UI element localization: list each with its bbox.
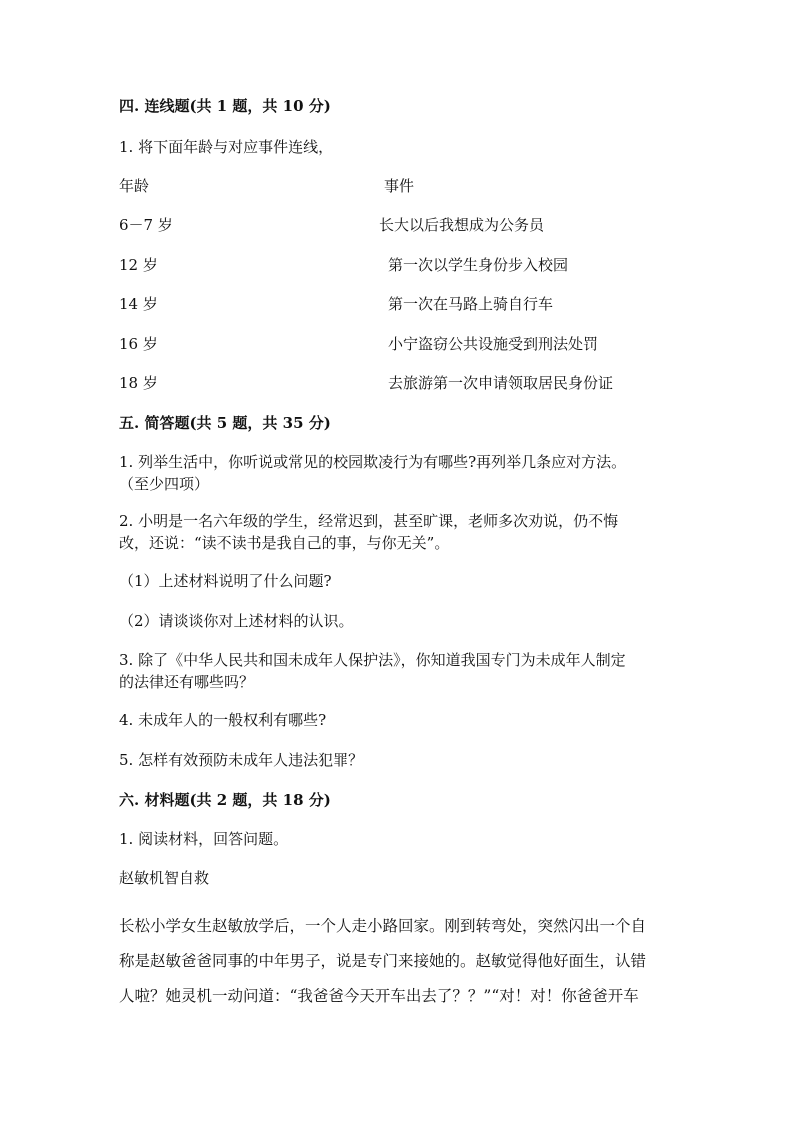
section-4-question-1: 1. 将下面年龄与对应事件连线， bbox=[119, 138, 334, 156]
section-5-question-2-sub-1: （1）上述材料说明了什么问题? bbox=[119, 572, 332, 590]
section-5-question-1-line-2: （至少四项） bbox=[119, 475, 210, 493]
story-line: 称是赵敏爸爸同事的中年男子，说是专门来接她的。赵敏觉得他好面生，认错 bbox=[119, 952, 647, 970]
age-item: 6－7 岁 bbox=[119, 216, 173, 234]
event-item: 去旅游第一次申请领取居民身份证 bbox=[388, 374, 614, 392]
section-6-title: 六. 材料题(共 2 题，共 18 分) bbox=[119, 791, 331, 809]
story-line: 人啦？她灵机一动问道：“我爸爸今天开车出去了？？”“对！对！你爸爸开车 bbox=[119, 987, 639, 1005]
section-5-question-4: 4. 未成年人的一般权利有哪些? bbox=[119, 711, 327, 729]
age-item: 12 岁 bbox=[119, 256, 158, 274]
section-5-question-5: 5. 怎样有效预防未成年人违法犯罪？ bbox=[119, 751, 364, 769]
section-5-question-2-line-1: 2. 小明是一名六年级的学生，经常迟到，甚至旷课，老师多次劝说，仍不悔 bbox=[119, 512, 619, 530]
section-5-question-2-line-2: 改，还说：“读不读书是我自己的事，与你无关”。 bbox=[119, 534, 450, 552]
section-5-question-2-sub-2: （2）请谈谈你对上述材料的认识。 bbox=[119, 612, 354, 630]
event-item: 长大以后我想成为公务员 bbox=[379, 216, 545, 234]
age-item: 14 岁 bbox=[119, 295, 158, 313]
column-header-event: 事件 bbox=[384, 177, 415, 195]
age-item: 16 岁 bbox=[119, 335, 158, 353]
section-5-question-3-line-2: 的法律还有哪些吗？ bbox=[119, 673, 255, 691]
story-line: 长松小学女生赵敏放学后，一个人走小路回家。刚到转弯处，突然闪出一个自 bbox=[119, 917, 647, 935]
event-item: 小宁盗窃公共设施受到刑法处罚 bbox=[388, 335, 599, 353]
event-item: 第一次在马路上骑自行车 bbox=[388, 295, 554, 313]
section-4-title: 四. 连线题(共 1 题，共 10 分) bbox=[119, 97, 331, 115]
section-5-question-3-line-1: 3. 除了《中华人民共和国未成年人保护法》，你知道我国专门为未成年人制定 bbox=[119, 651, 626, 669]
age-item: 18 岁 bbox=[119, 374, 158, 392]
story-title: 赵敏机智自救 bbox=[119, 869, 210, 887]
section-5-question-1-line-1: 1. 列举生活中，你听说或常见的校园欺凌行为有哪些?再列举几条应对方法。 bbox=[119, 453, 627, 471]
section-6-question-1: 1. 阅读材料，回答问题。 bbox=[119, 830, 289, 848]
event-item: 第一次以学生身份步入校园 bbox=[388, 256, 569, 274]
section-5-title: 五. 简答题(共 5 题，共 35 分) bbox=[119, 414, 331, 432]
column-header-age: 年龄 bbox=[119, 177, 150, 195]
